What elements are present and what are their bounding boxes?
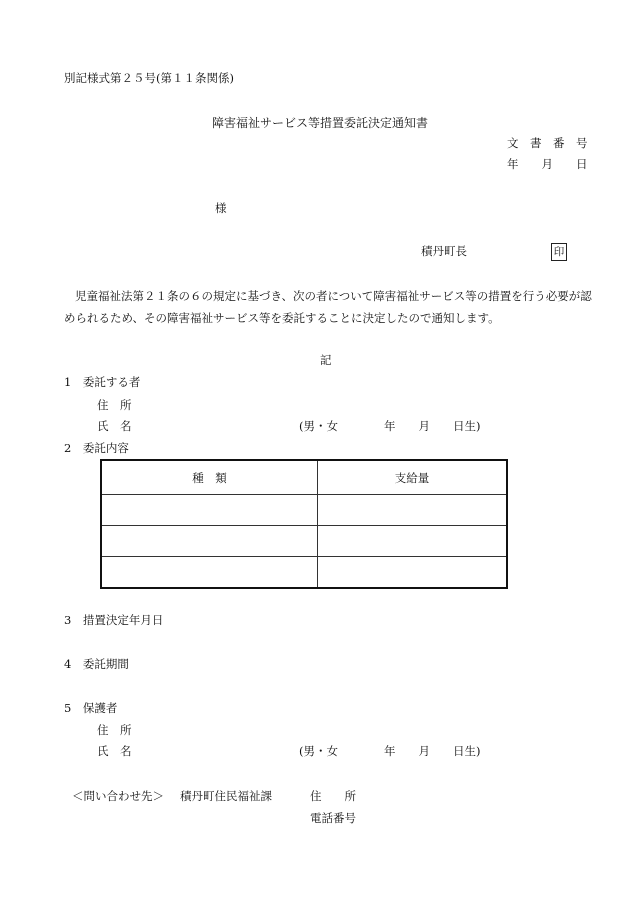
section-1-heading: 1 委託する者 bbox=[64, 375, 141, 389]
notice-body: 児童福祉法第２１条の６の規定に基づき、次の者について障害福祉サービス等の措置を行う必要が認められるため、その障害福祉サービス等を委託することに決定したので通知します。 bbox=[64, 289, 592, 325]
table-cell[interactable] bbox=[318, 495, 508, 526]
contact-label: ＜問い合わせ先＞ bbox=[72, 789, 164, 803]
table-row bbox=[101, 526, 507, 557]
table-row bbox=[101, 495, 507, 526]
table-cell[interactable] bbox=[101, 557, 318, 589]
section-3-heading: 3 措置決定年月日 bbox=[64, 613, 164, 627]
section-5-name-label: 氏 名 bbox=[97, 744, 132, 758]
contact-phone-label: 電話番号 bbox=[310, 811, 356, 825]
section-4-heading: 4 委託期間 bbox=[64, 657, 129, 671]
commission-content-table bbox=[100, 459, 508, 589]
date-label: 年 月 日 bbox=[507, 157, 588, 171]
section-2-heading: 2 委託内容 bbox=[64, 441, 129, 455]
contact-address-label: 住 所 bbox=[310, 789, 356, 803]
header-type: 種 類 bbox=[101, 460, 318, 495]
table-cell[interactable] bbox=[101, 526, 318, 557]
document-title: 障害福祉サービス等措置委託決定通知書 bbox=[212, 116, 429, 130]
form-reference: 別記様式第２５号(第１１条関係) bbox=[64, 71, 234, 85]
contact-department: 積丹町住民福祉課 bbox=[180, 789, 272, 803]
section-5-address-label: 住 所 bbox=[97, 723, 132, 737]
section-5-gender-birth: (男・女 年 月 日生) bbox=[299, 744, 481, 758]
section-1-address-label: 住 所 bbox=[97, 398, 132, 412]
table-row bbox=[101, 557, 507, 589]
table-cell[interactable] bbox=[318, 557, 508, 589]
section-1-gender-birth: (男・女 年 月 日生) bbox=[299, 419, 481, 433]
header-supply-amount: 支給量 bbox=[318, 460, 508, 495]
ki-heading: 記 bbox=[320, 353, 332, 367]
addressee-suffix: 様 bbox=[215, 201, 227, 215]
seal-mark: 印 bbox=[551, 243, 567, 261]
table-header-row bbox=[101, 460, 507, 495]
section-1-name-label: 氏 名 bbox=[97, 419, 132, 433]
document-number-label: 文 書 番 号 bbox=[507, 136, 588, 150]
section-5-heading: 5 保護者 bbox=[64, 701, 118, 715]
issuer-name: 積丹町長 bbox=[421, 244, 467, 258]
table-cell[interactable] bbox=[318, 526, 508, 557]
table-cell[interactable] bbox=[101, 495, 318, 526]
